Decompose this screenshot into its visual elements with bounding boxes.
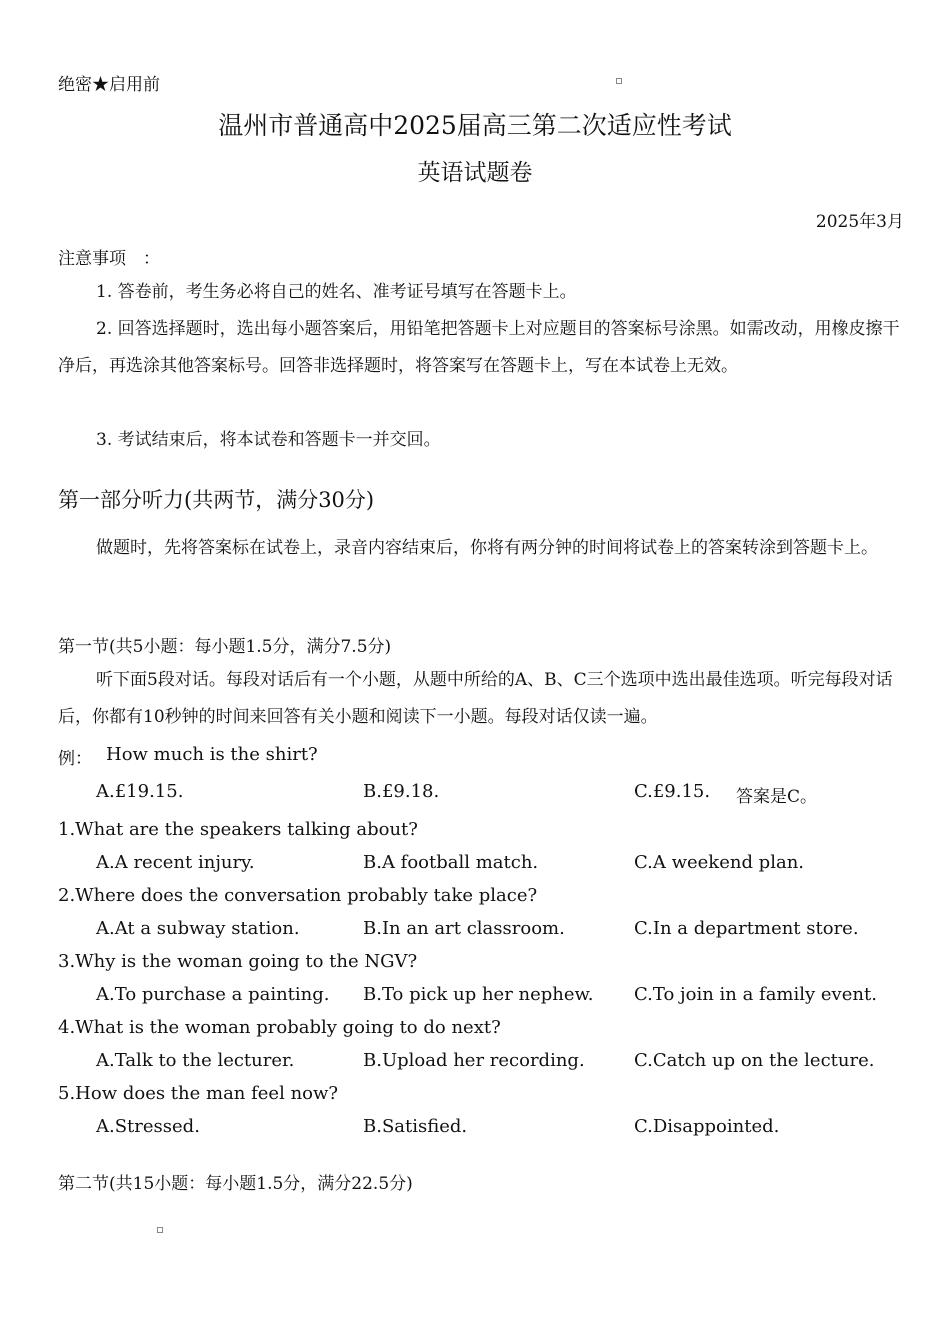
question-3: 3.Why is the woman going to the NGV?	[58, 951, 418, 972]
scan-dot	[616, 78, 622, 84]
option-a: A.Stressed.	[96, 1116, 200, 1137]
option-c: C.In a department store.	[634, 918, 859, 939]
option-b: B.In an art classroom.	[363, 918, 565, 939]
question-1: 1.What are the speakers talking about?	[58, 819, 418, 840]
note-item: 3. 考试结束后，将本试卷和答题卡一并交回。	[96, 430, 441, 450]
option-a: A.At a subway station.	[96, 918, 300, 939]
example-option-c: C.£9.15.	[634, 781, 711, 802]
option-b: B.A football match.	[363, 852, 539, 873]
section1-heading: 第一节(共5小题：每小题1.5分，满分7.5分)	[58, 637, 392, 657]
note-item: 2. 回答选择题时，选出每小题答案后，用铅笔把答题卡上对应题目的答案标号涂黑。如需改动，用橡皮擦干净后，再选涂其他答案标号。回答非选择题时，将答案写在答题卡上，写在本试卷上无效。	[58, 319, 900, 376]
option-a: A.Talk to the lecturer.	[96, 1050, 295, 1071]
part1-heading: 第一部分听力(共两节，满分30分)	[58, 488, 375, 512]
section2-heading: 第二节(共15小题：每小题1.5分，满分22.5分)	[58, 1174, 413, 1194]
section1-instructions: 听下面5段对话。每段对话后有一个小题，从题中所给的A、B、C三个选项中选出最佳选项。听完每段对话后，你都有10秒钟的时间来回答有关小题和阅读下一小题。每段对话仅读一遍。	[58, 670, 893, 727]
option-c: C.A weekend plan.	[634, 852, 805, 873]
exam-subtitle: 英语试题卷	[417, 160, 533, 186]
exam-date: 2025年3月	[815, 212, 904, 232]
example-option-a: A.£19.15.	[96, 781, 184, 802]
example-question: How much is the shirt?	[106, 744, 318, 765]
question-2: 2.Where does the conversation probably take place?	[58, 885, 538, 906]
note-item: 1. 答卷前，考生务必将自己的姓名、准考证号填写在答题卡上。	[96, 282, 577, 302]
question-4: 4.What is the woman probably going to do next?	[58, 1017, 501, 1038]
question-5: 5.How does the man feel now?	[58, 1083, 339, 1104]
secret-mark: 绝密★启用前	[58, 75, 160, 95]
example-option-b: B.£9.18.	[363, 781, 440, 802]
scan-dot	[157, 1227, 163, 1233]
option-c: C.Disappointed.	[634, 1116, 780, 1137]
option-a: A.To purchase a painting.	[96, 984, 330, 1005]
part1-instructions: 做题时，先将答案标在试卷上，录音内容结束后，你将有两分钟的时间将试卷上的答案转涂到答题卡上。	[96, 538, 878, 558]
option-c: C.Catch up on the lecture.	[634, 1050, 875, 1071]
notes-heading: 注意事项 ：	[58, 249, 160, 269]
option-b: B.Upload her recording.	[363, 1050, 585, 1071]
option-b: B.Satisfied.	[363, 1116, 468, 1137]
example-label: 例：	[58, 749, 92, 769]
option-c: C.To join in a family event.	[634, 984, 877, 1005]
example-answer: 答案是C。	[736, 787, 818, 807]
exam-title: 温州市普通高中2025届高三第二次适应性考试	[218, 111, 732, 140]
option-a: A.A recent injury.	[96, 852, 255, 873]
option-b: B.To pick up her nephew.	[363, 984, 594, 1005]
